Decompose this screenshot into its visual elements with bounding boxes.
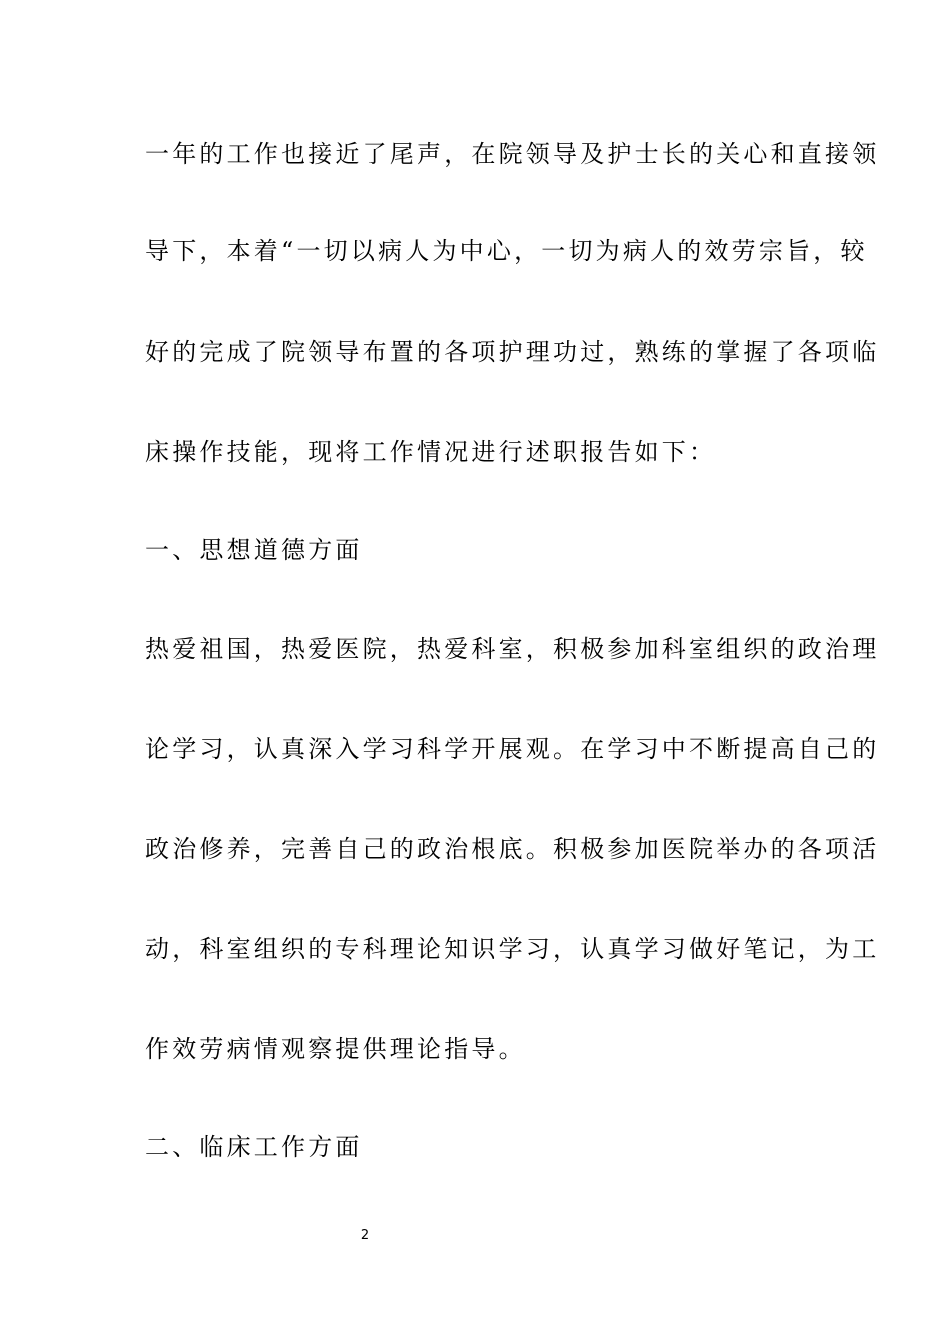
- paragraph-line: 导下，本着“一切以病人为中心，一切为病人的效劳宗旨，较: [145, 237, 868, 265]
- paragraph-line: 作效劳病情观察提供理论指导。: [145, 1035, 526, 1063]
- paragraph-line: 好的完成了院领导布置的各项护理功过，熟练的掌握了各项临: [145, 338, 880, 366]
- paragraph-line: 热爱祖国，热爱医院，热爱科室，积极参加科室组织的政治理: [145, 635, 880, 663]
- paragraph-line: 一年的工作也接近了尾声，在院领导及护士长的关心和直接领: [145, 140, 880, 168]
- paragraph-line: 论学习，认真深入学习科学开展观。在学习中不断提高自己的: [145, 735, 880, 763]
- paragraph-line: 动，科室组织的专科理论知识学习，认真学习做好笔记，为工: [145, 935, 880, 963]
- page-number: 2: [360, 1228, 370, 1243]
- section-heading: 二、临床工作方面: [145, 1133, 363, 1161]
- paragraph-line: 床操作技能，现将工作情况进行述职报告如下：: [145, 438, 717, 466]
- section-heading: 一、思想道德方面: [145, 536, 363, 564]
- paragraph-line: 政治修养，完善自己的政治根底。积极参加医院举办的各项活: [145, 835, 880, 863]
